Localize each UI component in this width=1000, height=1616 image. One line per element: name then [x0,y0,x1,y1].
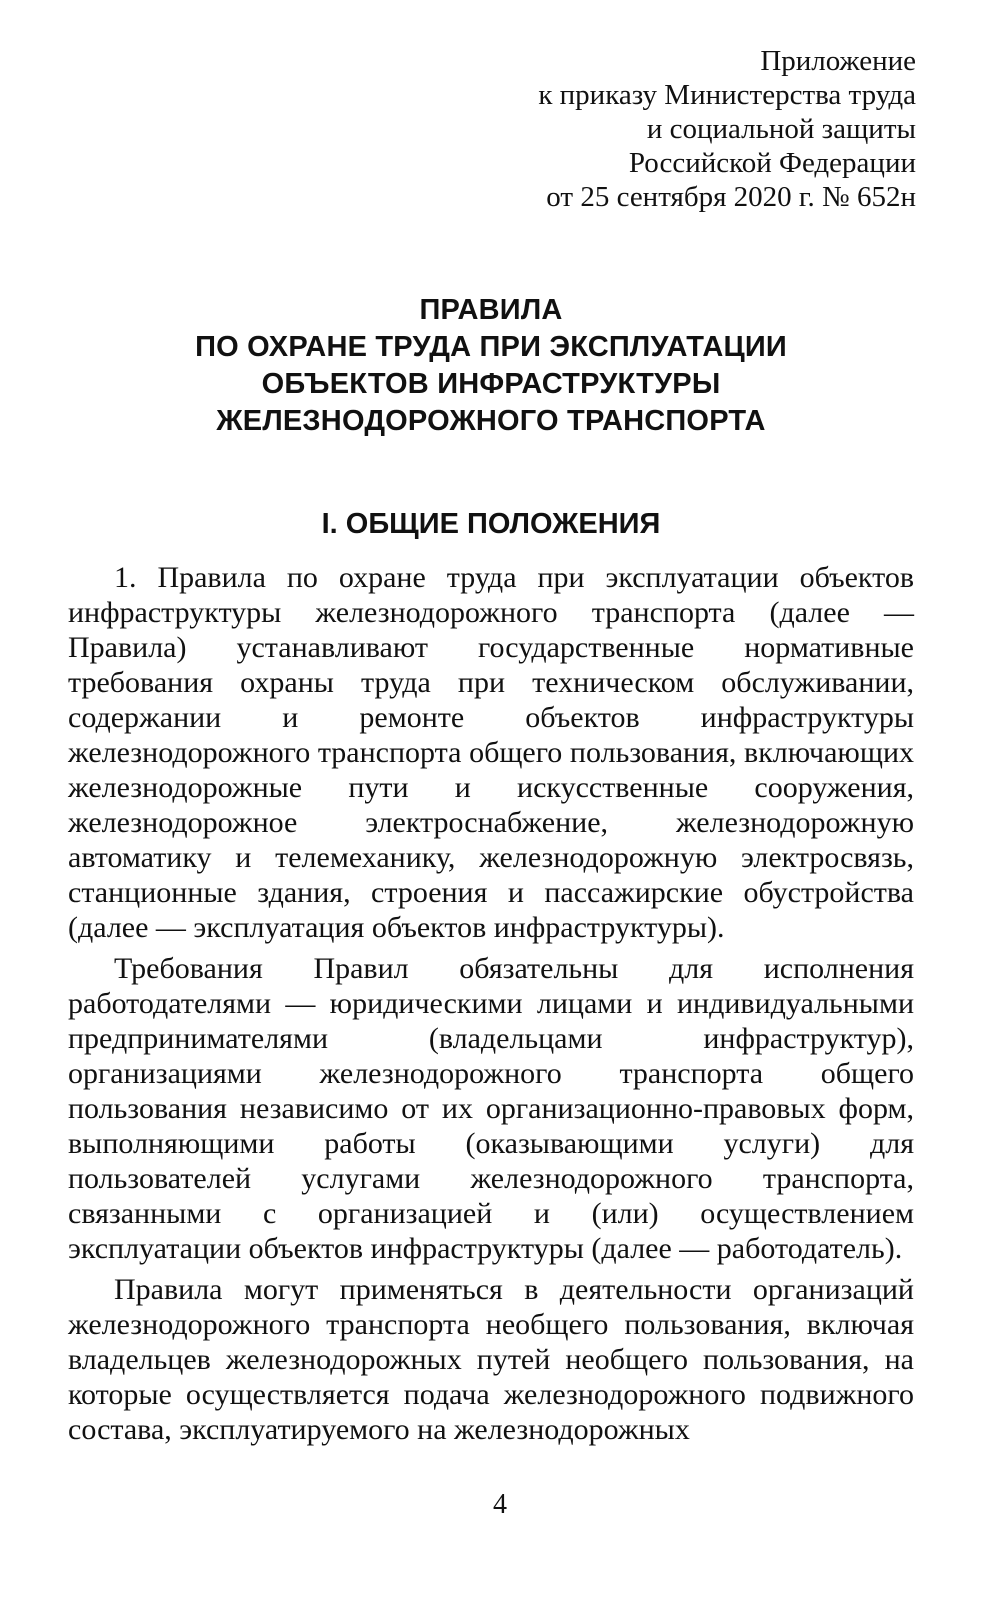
title-line: ПРАВИЛА [419,294,563,326]
paragraph: 1. Правила по охране труда при эксплуатации объектов инфраструктуры железнодорожного транспорта (далее — Правила) устанавливают государственные нормативные требования охраны труда при техническом обслуживании, содержании и ремонте объектов инфраструктуры железнодорожного транспорта общего пользования, включающих железнодорожные пути и искусственные сооружения, железнодорожное электроснабжение, железнодорожную автоматику и телемеханику, железнодорожную электросвязь, станционные здания, строения и пассажирские обустройства (далее — эксплуатация объектов инфраструктуры). [68,561,914,944]
appendix-line: к приказу Министерства труда [538,79,916,111]
section-heading: I. ОБЩИЕ ПОЛОЖЕНИЯ [321,508,661,540]
title-line: ЖЕЛЕЗНОДОРОЖНОГО ТРАНСПОРТА [216,405,766,437]
document-title [68,292,914,440]
appendix-line: и социальной защиты [646,113,916,145]
appendix-line: Приложение [760,45,916,77]
section-body [68,560,914,1447]
appendix-line: от 25 сентября 2020 г. № 652н [546,181,916,213]
appendix-reference [68,44,916,214]
paragraph: Требования Правил обязательны для исполнения работодателями — юридическими лицами и индивидуальными предпринимателями (владельцами инфраструктур), организациями железнодорожного транспорта общего пользования независимо от их организационно-правовых форм, выполняющими работы (оказывающими услуги) для пользователей услугами железнодорожного транспорта, связанными с организацией и (или) осуществлением эксплуатации объектов инфраструктуры (далее — работодатель). [68,952,914,1265]
paragraph: Правила могут применяться в деятельности организаций железнодорожного транспорта необщего пользования, включая владельцев железнодорожных путей необщего пользования, на которые осуществляется подача железнодорожного подвижного состава, эксплуатируемого на железнодорожных [68,1273,914,1446]
appendix-line: Российской Федерации [628,147,916,179]
document-page [68,44,914,1453]
title-line: ОБЪЕКТОВ ИНФРАСТРУКТУРЫ [261,368,721,400]
page-number: 4 [493,1489,507,1520]
title-line: ПО ОХРАНЕ ТРУДА ПРИ ЭКСПЛУАТАЦИИ [195,331,787,363]
